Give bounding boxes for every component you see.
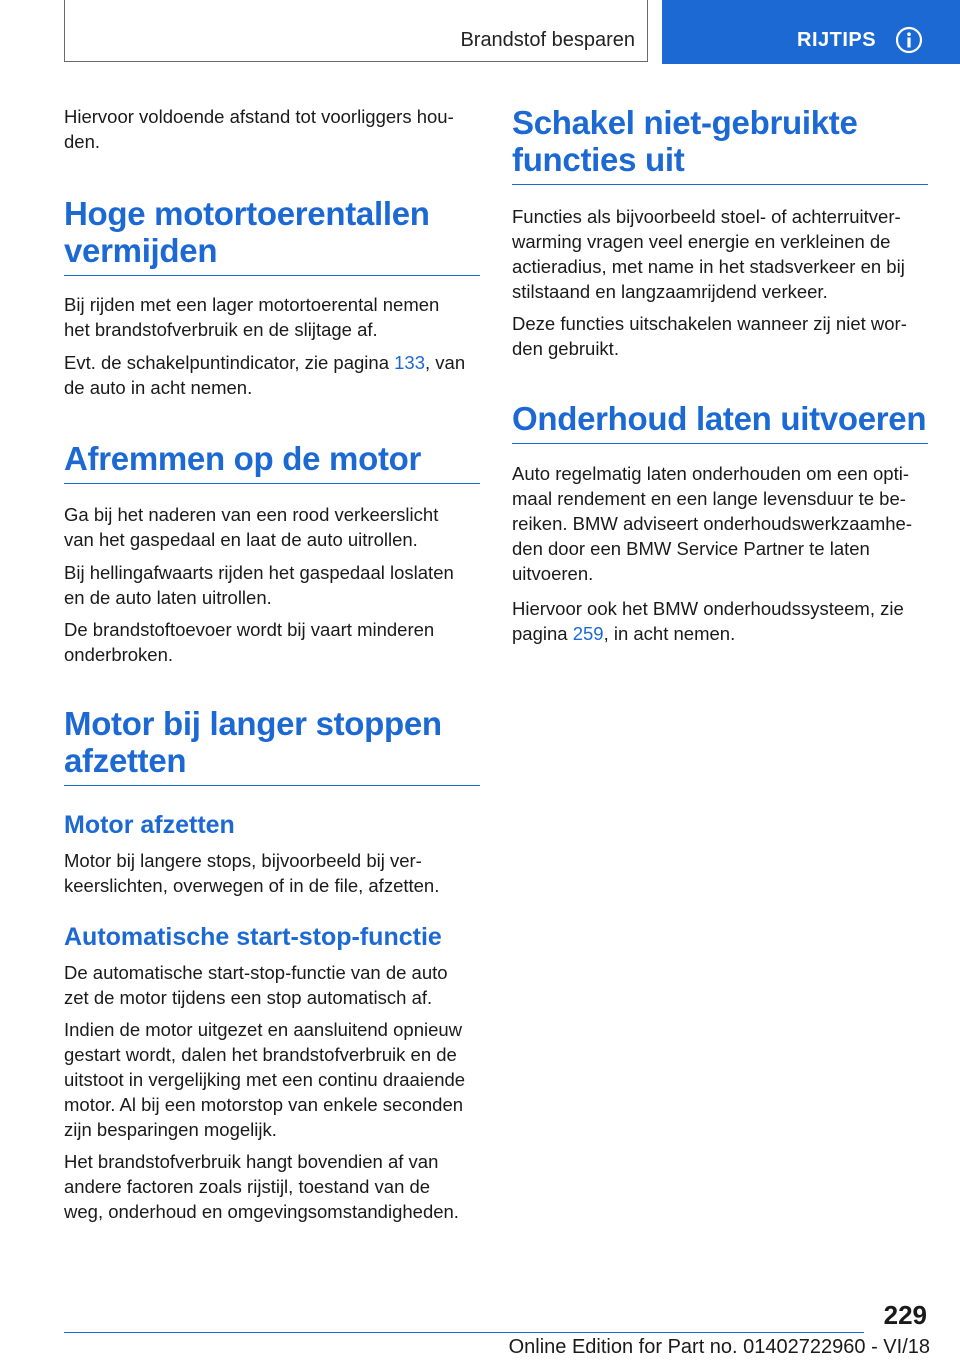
paragraph-onderhouden: Auto regelmatig laten onderhouden om een opti- maal rendement en een lange levensduur te be- reiken. BMW adviseert onderhoudswerkzaamhe- den door een BMW Service Partner te laten uitvoeren. <box>512 463 912 584</box>
page-link-133[interactable]: 133 <box>394 352 426 373</box>
paragraph-stoelverwarming: Functies als bijvoorbeeld stoel- of achterruitver- warming vragen veel energie en verkleinen de actieradius, met name in het stadsverkeer en bij stilstaand en langzaamrijdend verkeer. <box>512 206 905 302</box>
header-chapter-tab[interactable] <box>662 0 960 64</box>
header-section-box <box>64 0 648 62</box>
paragraph-rood-verkeerslicht: Ga bij het naderen van een rood verkeerslicht van het gaspedaal en laat de auto uitrollen. <box>64 504 439 550</box>
paragraph-hellingafwaarts: Bij hellingafwaarts rijden het gaspedaal loslaten en de auto laten uitrollen. <box>64 562 454 608</box>
paragraph-motor-uitgezet: Indien de motor uitgezet en aansluitend opnieuw gestart wordt, dalen het brandstofverbruik en de uitstoot in vergelijking met een continu draaiende motor. Al bij een motorstop van enkele seconden zijn besparingen mogelijk. <box>64 1019 466 1140</box>
header-section-title: Brandstof besparen <box>460 29 635 51</box>
heading-schakel-functies-uit: Schakel niet-gebruikte functies uit <box>512 104 928 185</box>
header-chapter-title: RIJTIPS <box>797 29 877 51</box>
heading-hoge-motortoerentallen: Hoge motortoerentallen vermijden <box>64 195 480 276</box>
paragraph-schakelpuntindicator: Evt. de schakelpuntindicator, zie pagina 133, van de auto in acht nemen. <box>64 352 466 398</box>
subheading-motor-afzetten: Motor afzetten <box>64 811 235 839</box>
heading-motor-langer-stoppen: Motor bij langer stoppen afzetten <box>64 705 480 786</box>
heading-onderhoud: Onderhoud laten uitvoeren <box>512 400 928 444</box>
subheading-start-stop: Automatische start-stop-functie <box>64 923 442 951</box>
paragraph-factoren: Het brandstofverbruik hangt bovendien af van andere factoren zoals rijstijl, toestand van de weg, onderhoud en omgevingsomstandigheden. <box>64 1151 459 1222</box>
paragraph-langere-stops: Motor bij langere stops, bijvoorbeeld bij ver- keerslichten, overwegen of in de file, afzetten. <box>64 850 440 896</box>
page-link-259[interactable]: 259 <box>572 623 604 644</box>
page-number: 229 <box>883 1300 927 1330</box>
paragraph-lager-toerental: Bij rijden met een lager motortoerental nemen het brandstofverbruik en de slijtage af. <box>64 294 440 340</box>
paragraph-onderhoudssysteem: Hiervoor ook het BMW onderhoudssysteem, zie pagina 259, in acht nemen. <box>512 598 904 644</box>
paragraph-functies-uitschakelen: Deze functies uitschakelen wanneer zij niet wor- den gebruikt. <box>512 313 907 359</box>
intro-paragraph: Hiervoor voldoende afstand tot voorliggers hou- den. <box>64 106 454 152</box>
footer-edition: Online Edition for Part no. 01402722960 - VI/18 <box>508 1336 930 1358</box>
heading-afremmen: Afremmen op de motor <box>64 440 480 484</box>
info-icon[interactable] <box>895 26 923 54</box>
footer-divider <box>64 1332 864 1333</box>
paragraph-brandstoftoevoer: De brandstoftoevoer wordt bij vaart minderen onderbroken. <box>64 619 435 665</box>
paragraph-start-stop-functie: De automatische start-stop-functie van de auto zet de motor tijdens een stop automatisch af. <box>64 962 448 1008</box>
